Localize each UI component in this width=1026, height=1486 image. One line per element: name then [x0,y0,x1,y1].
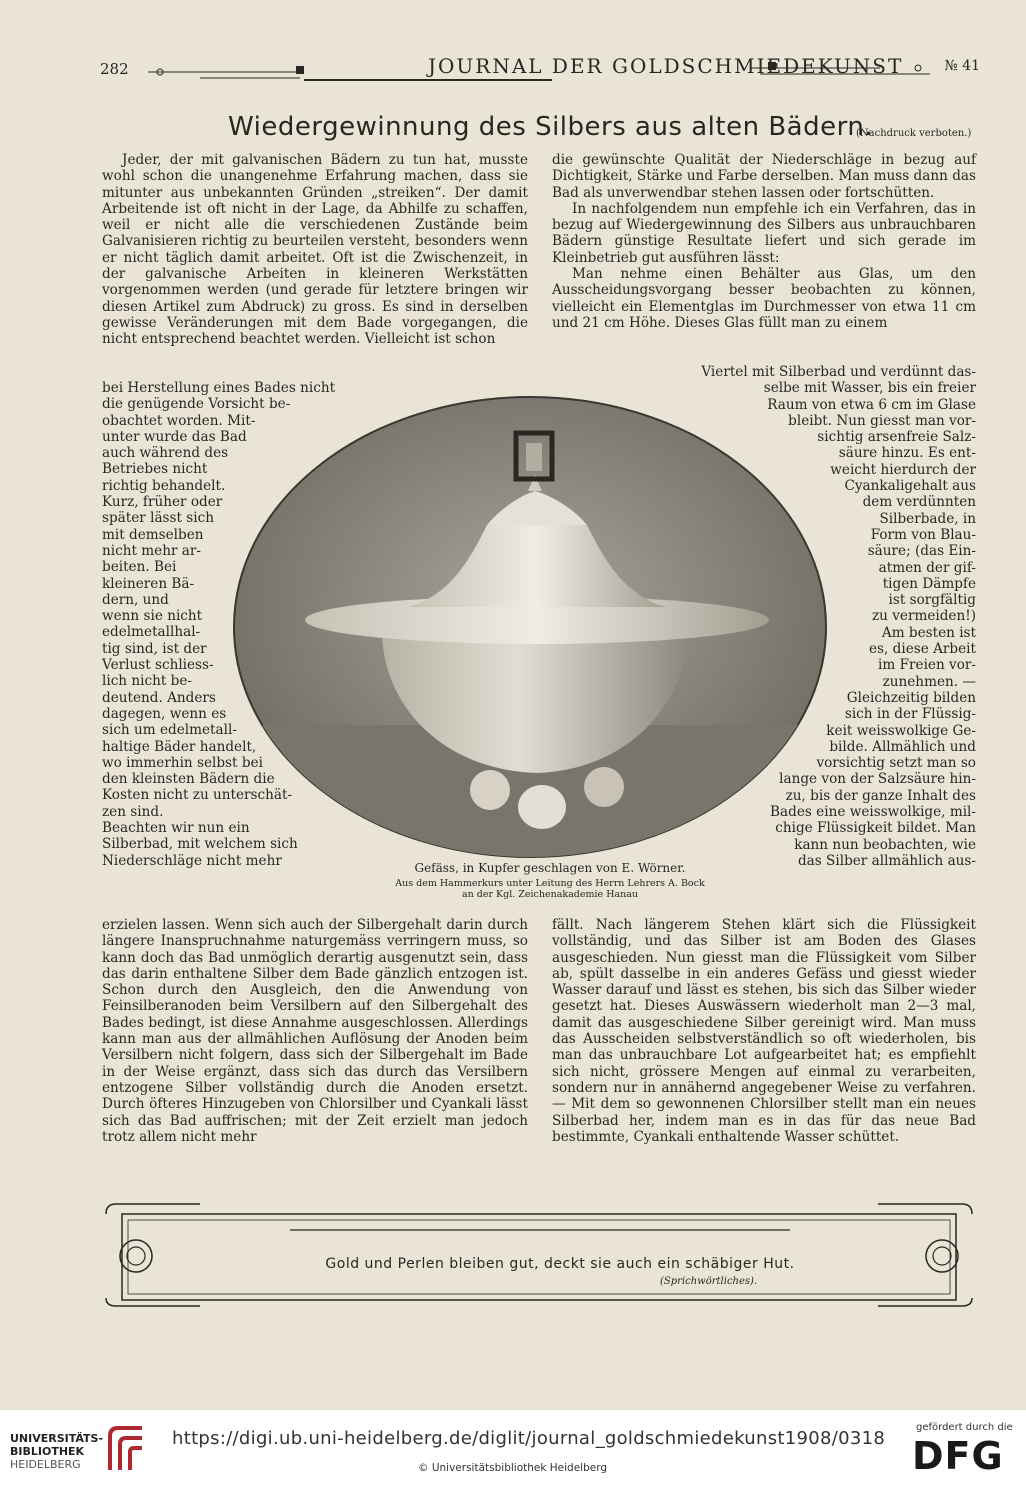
text-line: Viertel mit Silberbad und verdünnt das- [701,364,976,380]
proverb-source: (Sprichwörtliches). [660,1276,758,1287]
text-line: sichtig arsenfreie Salz- [817,429,976,446]
text-line: vorsichtig setzt man so [816,755,976,772]
text-line: bleibt. Nun giesst man vor- [788,412,976,429]
text-line: Kosten nicht zu unterschät- [102,787,293,804]
text-line: zu vermeiden!) [871,608,976,625]
proverb-text: Gold und Perlen bleiben gut, deckt sie auch ein schäbiger Hut. [325,1256,795,1272]
paragraph: die gewünschte Qualität der Niederschläge in bezug auf Dichtigkeit, Stärke und Farbe derselben. Man muss dann das Bad als unverwendbar stehen lassen oder fortschütten. [552,152,976,201]
text-line: nicht mehr ar- [102,542,201,559]
paragraph: Jeder, der mit galvanischen Bädern zu tun hat, musste wohl schon die unangenehme Erfahrung machen, dass sie mitunter aus unbekannten Gründen „streiken“. Der damit Arbeitende ist oft nicht in der Lage, da Abhilfe zu schaffen, weil er nicht alle die verschiedenen Zustände beim Galvanisieren richtig zu beurteilen versteht, besonders wenn er nicht täglich damit arbeitet. Oft ist die Zwischenzeit, in der galvanische Arbeiten in kleineren Werkstätten vorgenommen werden (und gerade für letztere bringen wir diesen Artikel zum Abdruck) zu gross. Es sind in derselben gewisse Veränderungen mit dem Bade vorgegangen, die nicht entsprechend beachtet werden. Vielleicht ist schon [102,152,528,348]
text-line: zu, bis der ganze Inhalt des [785,787,976,804]
text-line: obachtet worden. Mit- [102,412,256,429]
text-line: bilde. Allmählich und [829,738,976,755]
left-column-top [102,152,528,348]
text-line: unter wurde das Bad [102,428,247,445]
text-line: Am besten ist [881,624,976,641]
text-line: weicht hierdurch der [830,461,976,478]
text-line: wo immerhin selbst bei [102,754,263,771]
text-line: kleineren Bä- [102,575,195,592]
text-line: deutend. Anders [102,689,216,706]
text-line: sich in der Flüssig- [844,706,976,723]
figure-caption: Gefäss, in Kupfer geschlagen von E. Wörner. [414,861,686,875]
issue-number: № 41 [944,58,980,74]
figure-credit [340,878,760,900]
text-line: das Silber allmählich aus- [797,852,976,869]
text-line: Betriebes nicht [102,461,208,478]
text-line: Gleichzeitig bilden [846,689,976,706]
vessel-photo [232,395,828,859]
source-url-link[interactable]: https://digi.ub.uni-heidelberg.de/diglit/journal_goldschmiedekunst1908/0318 [172,1428,886,1449]
paragraph: fällt. Nach längerem Stehen klärt sich die Flüssigkeit vollständig, und das Silber ist am Boden des Glases ausgeschieden. Nun giesst man die Flüssigkeit vom Silber ab, spült dasselbe in ein anderes Gefäss und giesst wieder Wasser darauf und lässt es stehen, bis sich das Silber wieder gesetzt hat. Dieses Auswässern wiederholt man 2—3 mal, damit das ausgeschiedene Silber gereinigt wird. Man muss das Ausscheiden selbstverständlich so oft wiederholen, bis man das unbrauchbare Lot aufgearbeitet hat; es empfiehlt sich nicht, grössere Mengen auf einmal zu verarbeiten, sondern nur in annähernd angegebener Weise zu verfahren. — Mit dem so gewonnenen Chlorsilber stellt man ein neues Silberbad her, indem man es in das für das neue Bad bestimmte, Cyankali enthaltende Wasser schüttet. [552,917,976,1145]
text-line: tigen Dämpfe [882,575,976,592]
paragraph: erzielen lassen. Wenn sich auch der Silbergehalt darin durch längere Inanspruchnahme naturgemäss verringern muss, so kann doch das Bad unmöglich derartig ausgenutzt sein, dass das darin enthaltene Silber dem Bade gänzlich entzogen ist. Schon durch den Ausgleich, den die Anwendung von Feinsilberanoden beim Versilbern auf den Silbergehalt des Bades bedingt, ist diese Annahme ausgeschlossen. Allerdings kann man aus der allmählichen Auflösung der Anoden beim Versilbern nicht folgern, dass sich der Silbergehalt im Bade in der Weise ergänzt, dass sich das durch das Versilbern entzogene Silber vollständig durch die Anoden ersetzt. Durch öfteres Hinzugeben von Chlorsilber und Cyankali lässt sich das Bad auffrischen; mit der Zeit erzielt man jedoch trotz allem nicht mehr [102,917,528,1145]
text-line: sich um edelmetall- [102,722,237,739]
text-line: zen sind. [102,803,164,820]
reprint-note: (Nachdruck verboten.) [856,128,972,139]
text-line: Beachten wir nun ein [102,820,250,837]
text-line: tig sind, ist der [102,640,207,657]
text-line: Verlust schliess- [102,657,214,674]
library-name [10,1432,103,1471]
copyright-note: © Universitätsbibliothek Heidelberg [418,1462,608,1474]
text-line: lich nicht be- [102,673,192,690]
page-number: 282 [100,60,129,78]
text-line: es, diese Arbeit [869,641,976,658]
text-line: auch während des [102,445,229,462]
text-line: später lässt sich [102,510,214,527]
text-line: richtig behandelt. [102,477,226,494]
text-line: kann nun beobachten, wie [794,836,976,853]
paragraph: In nachfolgendem nun empfehle ich ein Verfahren, das in bezug auf Wiedergewinnung des Silbers aus unbrauchbaren Bädern günstige Resultate liefert und sich gerade im Kleinbetrieb gut ausführen lässt: [552,200,976,266]
proverb-frame [100,1200,978,1308]
text-line: Cyankaligehalt aus [844,478,976,495]
text-line: mit demselben [102,526,204,543]
funding-note: gefördert durch die [916,1422,1013,1433]
figure-credit-line: an der Kgl. Zeichenakademie Hanau [461,889,639,900]
left-column-bottom [102,917,528,1145]
text-line: Raum von etwa 6 cm im Glase [767,396,976,413]
text-line: die genügende Vorsicht be- [102,396,291,413]
library-name-line: BIBLIOTHEK [10,1445,85,1458]
journal-title: JOURNAL DER GOLDSCHMIEDEKUNST [428,54,904,78]
text-line: den kleinsten Bädern die [102,771,275,788]
digitization-footer [0,1410,1026,1486]
text-line: dagegen, wenn es [102,705,227,722]
article-title: Wiedergewinnung des Silbers aus alten Bädern. [228,112,874,142]
text-line: haltige Bäder handelt, [102,738,257,755]
text-line: ist sorgfältig [888,592,976,609]
text-line: atmen der gif- [878,559,976,576]
library-name-line: HEIDELBERG [10,1458,81,1471]
text-line: chige Flüssigkeit bildet. Man [775,820,976,837]
text-line: Niederschläge nicht mehr [102,852,282,869]
text-line: edelmetallhal- [102,624,201,641]
text-line: Bades eine weisswolkige, mil- [770,804,976,821]
text-line: keit weisswolkige Ge- [826,722,976,739]
text-line: beiten. Bei [102,559,177,576]
library-logo-icon [106,1424,146,1474]
text-line: Silberbad, mit welchem sich [102,836,298,853]
page-header [100,52,980,92]
text-line: Silberbade, in [879,510,976,527]
text-line: dern, und [102,591,169,608]
text-line: bei Herstellung eines Bades nicht [102,380,336,396]
text-line: wenn sie nicht [102,608,203,625]
text-line: säure hinzu. Es ent- [838,445,976,462]
text-line: selbe mit Wasser, bis ein freier [763,380,976,397]
figure-credit-line: Aus dem Hammerkurs unter Leitung des Herrn Lehrers A. Bock [395,878,705,889]
text-line: säure; (das Ein- [867,543,976,560]
text-line: im Freien vor- [878,657,976,674]
right-column-bottom [552,917,976,1145]
text-line: dem verdünnten [862,494,976,511]
dfg-logo: DFG [912,1434,1004,1478]
text-line: Form von Blau- [870,526,976,543]
text-line: lange von der Salzsäure hin- [779,771,976,788]
text-line: Kurz, früher oder [102,494,223,511]
text-line: zunehmen. — [882,673,976,690]
library-name-line: UNIVERSITÄTS- [10,1432,104,1445]
right-column-top [552,152,976,331]
paragraph: Man nehme einen Behälter aus Glas, um den Ausscheidungsvorgang besser beobachten zu können, vielleicht ein Elementglas im Durchmesser von etwa 11 cm und 21 cm Höhe. Dieses Glas füllt man zu einem [552,266,976,331]
